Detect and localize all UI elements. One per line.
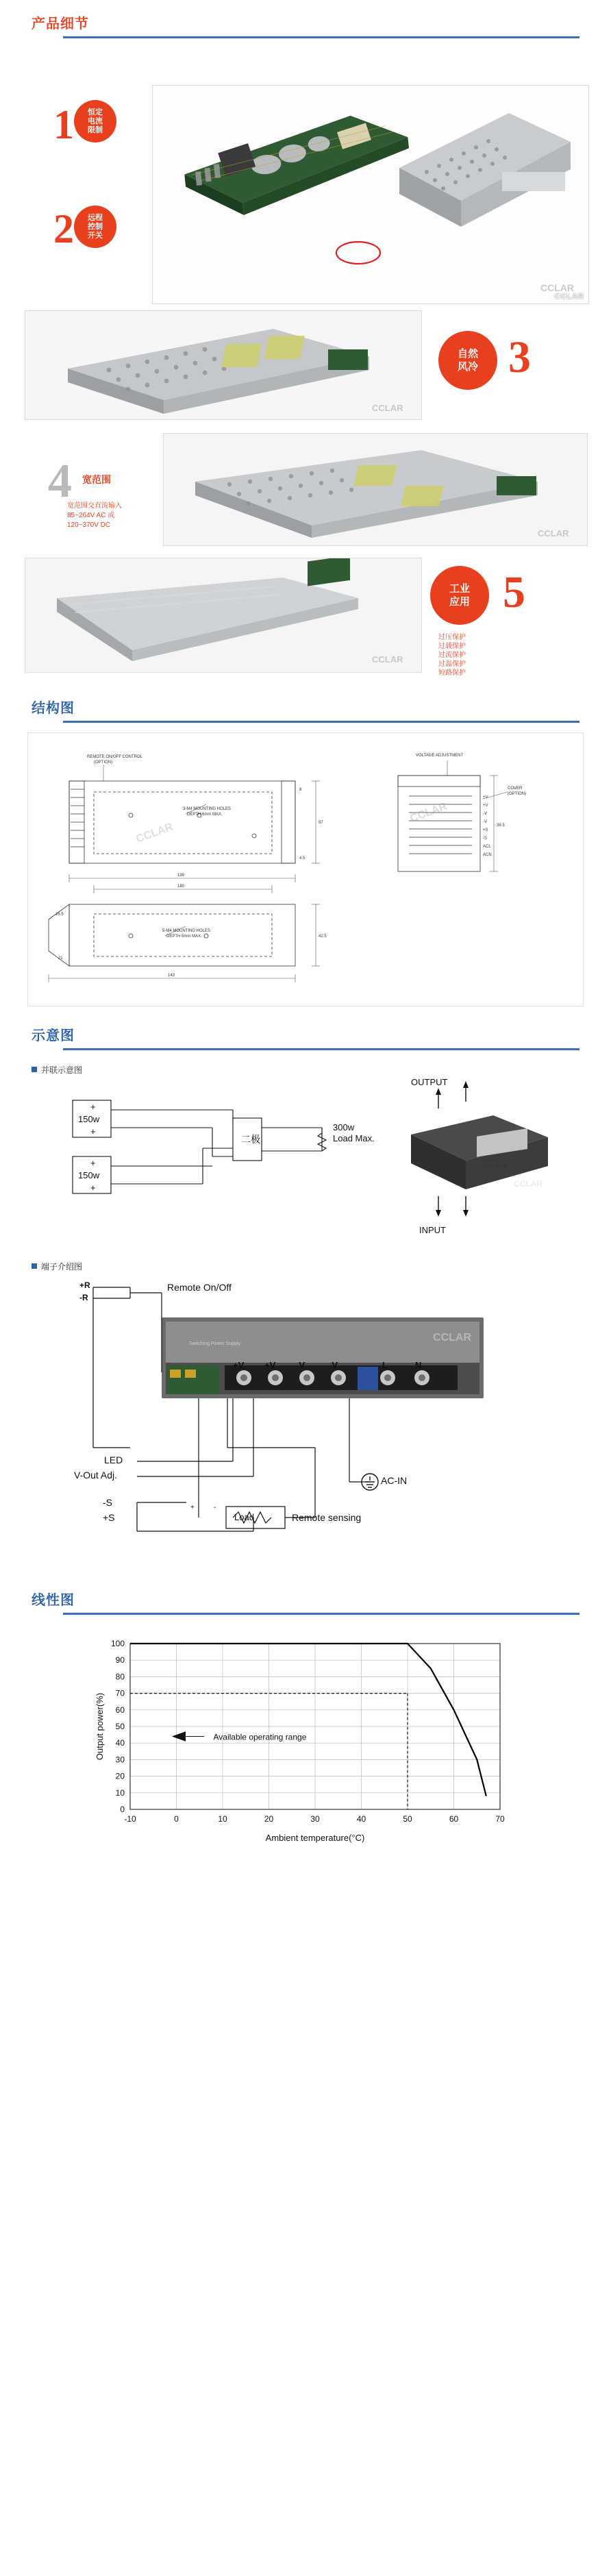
svg-text:8: 8 bbox=[299, 788, 302, 792]
output-label: OUTPUT bbox=[411, 1077, 448, 1087]
svg-text:0: 0 bbox=[174, 1814, 179, 1824]
svg-text:+V: +V bbox=[483, 795, 488, 800]
svg-text:CCLAR: CCLAR bbox=[372, 403, 403, 413]
svg-text:CCLAR: CCLAR bbox=[134, 821, 175, 845]
minus-s-label: -S bbox=[103, 1497, 112, 1508]
feature-4-caption-line-2: 85~264V AC 或 bbox=[67, 512, 115, 519]
svg-text:180: 180 bbox=[177, 884, 185, 889]
feature-2-line-1: 远程 bbox=[88, 213, 103, 222]
svg-text:(OPTION): (OPTION) bbox=[508, 792, 526, 796]
sub-label-parallel bbox=[32, 1064, 611, 1076]
watermark: CCLAR bbox=[554, 293, 584, 301]
footer-space bbox=[0, 1876, 611, 1890]
svg-text:42.5: 42.5 bbox=[319, 934, 327, 939]
terminal-label-5: L bbox=[382, 1360, 388, 1370]
feature-5-line-1: 工业 bbox=[449, 583, 470, 595]
feature-2-line-3: 开关 bbox=[88, 231, 103, 240]
feature-5-caption-line-4: 过温保护 bbox=[438, 660, 466, 668]
svg-text:-V: -V bbox=[483, 820, 487, 824]
feature-5-caption-line-1: 过压保护 bbox=[438, 634, 466, 641]
svg-text:150w: 150w bbox=[78, 1114, 100, 1124]
feature-5-caption bbox=[438, 633, 466, 678]
remote-onoff-label: Remote On/Off bbox=[167, 1282, 232, 1293]
svg-text:+S: +S bbox=[483, 828, 488, 832]
svg-text:+: + bbox=[90, 1102, 96, 1112]
section-title-detail: 产品细节 bbox=[32, 16, 89, 32]
feature-1-line-3: 限制 bbox=[88, 125, 103, 134]
svg-text:100: 100 bbox=[110, 1639, 125, 1648]
svg-text:21: 21 bbox=[58, 956, 63, 961]
svg-text:20: 20 bbox=[115, 1771, 125, 1781]
feature-5-line-2: 应用 bbox=[449, 596, 470, 608]
section-rule bbox=[63, 36, 579, 38]
feature-3-line-2: 风冷 bbox=[457, 361, 478, 373]
svg-text:Load Max.: Load Max. bbox=[333, 1133, 375, 1143]
terminal-label-1: +V bbox=[233, 1360, 245, 1370]
bullet-square-icon bbox=[32, 1067, 37, 1072]
svg-text:0: 0 bbox=[120, 1805, 125, 1814]
svg-text:+V: +V bbox=[483, 804, 488, 808]
feature-bubble-5 bbox=[430, 566, 489, 625]
feature-5-caption-line-2: 过载保护 bbox=[438, 643, 466, 650]
terminal-label-text: 端子介绍图 bbox=[41, 1262, 83, 1272]
section-header-detail bbox=[0, 0, 611, 42]
svg-text:60: 60 bbox=[449, 1814, 459, 1824]
svg-text:DEPTH 6mm MAX.: DEPTH 6mm MAX. bbox=[187, 813, 223, 817]
feature-2-line-2: 控制 bbox=[88, 222, 103, 231]
svg-text:(OPTION): (OPTION) bbox=[94, 760, 112, 765]
svg-text:143: 143 bbox=[168, 974, 175, 978]
input-label: INPUT bbox=[419, 1225, 446, 1235]
feature-bubble-2 bbox=[74, 206, 116, 248]
svg-text:60: 60 bbox=[115, 1705, 125, 1715]
svg-text:+: + bbox=[90, 1126, 96, 1137]
remote-sensing-label: Remote sensing bbox=[292, 1512, 362, 1523]
feature-1-line-1: 恒定 bbox=[88, 108, 103, 116]
svg-text:Switching: Switching bbox=[482, 1159, 500, 1163]
svg-text:ACL: ACL bbox=[483, 845, 491, 849]
feature-number-3: 3 bbox=[508, 332, 531, 382]
load-minus-sign: - bbox=[214, 1504, 216, 1511]
terminal-label-4: -V bbox=[329, 1360, 338, 1370]
bullet-square-icon-2 bbox=[32, 1263, 37, 1269]
svg-text:VOLTAGE ADJUSTMENT: VOLTAGE ADJUSTMENT bbox=[416, 754, 464, 758]
feature-5-caption-line-3: 过流保护 bbox=[438, 652, 466, 659]
feature-number-1: 1 bbox=[53, 102, 74, 147]
feature-number-2: 2 bbox=[53, 206, 74, 251]
feature-4-caption bbox=[67, 501, 122, 530]
svg-text:300w: 300w bbox=[333, 1122, 355, 1132]
feature-bubble-1 bbox=[74, 100, 116, 143]
svg-text:-S: -S bbox=[483, 837, 487, 841]
svg-text:DEPTH 5mm MAX.: DEPTH 5mm MAX. bbox=[166, 934, 202, 939]
svg-text:199: 199 bbox=[177, 874, 185, 878]
svg-text:CCLAR: CCLAR bbox=[372, 654, 403, 665]
svg-text:10: 10 bbox=[115, 1787, 125, 1798]
sub-label-terminal bbox=[32, 1261, 611, 1272]
plus-s-label: +S bbox=[103, 1512, 115, 1523]
feature-4-caption-line-1: 宽范围交直流输入 bbox=[67, 502, 122, 510]
svg-text:4.5: 4.5 bbox=[299, 856, 306, 860]
svg-text:ACN: ACN bbox=[483, 853, 492, 857]
derating-chart bbox=[27, 1626, 584, 1855]
svg-text:3-M4 MOUNTING HOLES: 3-M4 MOUNTING HOLES bbox=[183, 807, 232, 811]
svg-text:97: 97 bbox=[319, 821, 323, 825]
terminal-minus-r: -R bbox=[79, 1293, 88, 1302]
ac-in-label: AC-IN bbox=[381, 1475, 408, 1486]
product-photo-open-units bbox=[152, 85, 589, 304]
svg-text:Switching Power Supply: Switching Power Supply bbox=[189, 1341, 241, 1346]
svg-text:-V: -V bbox=[483, 812, 487, 816]
structure-drawing bbox=[27, 732, 584, 1006]
svg-text:Ambient temperature(°C): Ambient temperature(°C) bbox=[265, 1833, 365, 1843]
detail-row-3 bbox=[0, 433, 611, 549]
parallel-schematic bbox=[27, 1077, 584, 1251]
section-header-schematic bbox=[0, 1006, 611, 1054]
section-title-structure: 结构图 bbox=[32, 701, 75, 716]
svg-text:25.5: 25.5 bbox=[55, 913, 64, 917]
section-title-schematic: 示意图 bbox=[32, 1028, 75, 1043]
section-rule-linear bbox=[63, 1613, 579, 1615]
svg-text:80: 80 bbox=[115, 1672, 125, 1682]
svg-text:-10: -10 bbox=[124, 1814, 136, 1824]
svg-text:20: 20 bbox=[264, 1814, 274, 1824]
detail-row-2 bbox=[0, 310, 611, 423]
detail-row-4 bbox=[0, 558, 611, 678]
vout-adj-label: V-Out Adj. bbox=[74, 1470, 118, 1481]
feature-5-caption-line-5: 短路保护 bbox=[438, 669, 466, 677]
detail-blocks bbox=[0, 42, 611, 684]
svg-text:5-M4 MOUNTING HOLES: 5-M4 MOUNTING HOLES bbox=[162, 929, 211, 933]
feature-number-5: 5 bbox=[503, 567, 525, 617]
terminal-label-3: -V bbox=[296, 1360, 305, 1370]
svg-text:30: 30 bbox=[310, 1814, 320, 1824]
section-header-linear bbox=[0, 1571, 611, 1619]
svg-text:CCLAR: CCLAR bbox=[433, 1332, 471, 1343]
svg-text:CCLAR: CCLAR bbox=[408, 800, 449, 825]
svg-text:150w: 150w bbox=[78, 1170, 100, 1180]
svg-text:Power Supply: Power Supply bbox=[482, 1165, 508, 1169]
load-label: Load bbox=[234, 1512, 254, 1522]
terminal-label-2: +V bbox=[264, 1360, 276, 1370]
section-header-structure bbox=[0, 684, 611, 727]
svg-text:CCLAR: CCLAR bbox=[538, 528, 569, 538]
svg-text:Output power(%): Output power(%) bbox=[95, 1692, 105, 1761]
section-rule-schematic bbox=[63, 1048, 579, 1050]
svg-text:Available operating range: Available operating range bbox=[213, 1732, 307, 1742]
svg-text:CCLAR: CCLAR bbox=[540, 282, 574, 293]
section-rule-structure bbox=[63, 721, 579, 723]
svg-text:+: + bbox=[90, 1158, 96, 1168]
svg-text:40: 40 bbox=[356, 1814, 366, 1824]
feature-4-label: 宽范围 bbox=[82, 474, 111, 485]
load-plus-sign: + bbox=[190, 1504, 195, 1511]
section-title-linear: 线性图 bbox=[32, 1593, 75, 1608]
product-photo-top-view bbox=[25, 310, 422, 420]
feature-4-caption-line-3: 120~370V DC bbox=[67, 521, 111, 529]
led-label: LED bbox=[104, 1454, 123, 1465]
detail-row-1 bbox=[0, 47, 611, 310]
svg-text:CCLAR: CCLAR bbox=[514, 1179, 543, 1189]
feature-number-4: 4 bbox=[48, 455, 72, 508]
svg-text:40: 40 bbox=[115, 1738, 125, 1748]
svg-text:+: + bbox=[90, 1182, 96, 1193]
parallel-label-text: 并联示意图 bbox=[41, 1065, 83, 1075]
terminal-plus-r: +R bbox=[79, 1280, 90, 1290]
svg-text:COVER: COVER bbox=[508, 787, 523, 791]
svg-text:70: 70 bbox=[495, 1814, 505, 1824]
svg-text:36.5: 36.5 bbox=[497, 823, 505, 828]
svg-text:二极: 二极 bbox=[241, 1134, 260, 1145]
svg-text:10: 10 bbox=[218, 1814, 227, 1824]
feature-3-line-1: 自然 bbox=[457, 348, 478, 360]
terminal-label-6: N bbox=[415, 1360, 422, 1370]
svg-text:90: 90 bbox=[115, 1655, 125, 1665]
feature-1-line-2: 电流 bbox=[88, 116, 103, 125]
svg-text:REMOTE ON/OFF CONTROL: REMOTE ON/OFF CONTROL bbox=[87, 755, 142, 759]
svg-text:50: 50 bbox=[403, 1814, 412, 1824]
terminal-diagram bbox=[27, 1276, 584, 1571]
feature-bubble-3 bbox=[438, 331, 497, 390]
svg-text:70: 70 bbox=[115, 1688, 125, 1698]
svg-text:30: 30 bbox=[115, 1755, 125, 1765]
svg-text:50: 50 bbox=[115, 1722, 125, 1731]
product-photo-side bbox=[25, 558, 422, 673]
product-photo-wide-range bbox=[163, 433, 588, 546]
